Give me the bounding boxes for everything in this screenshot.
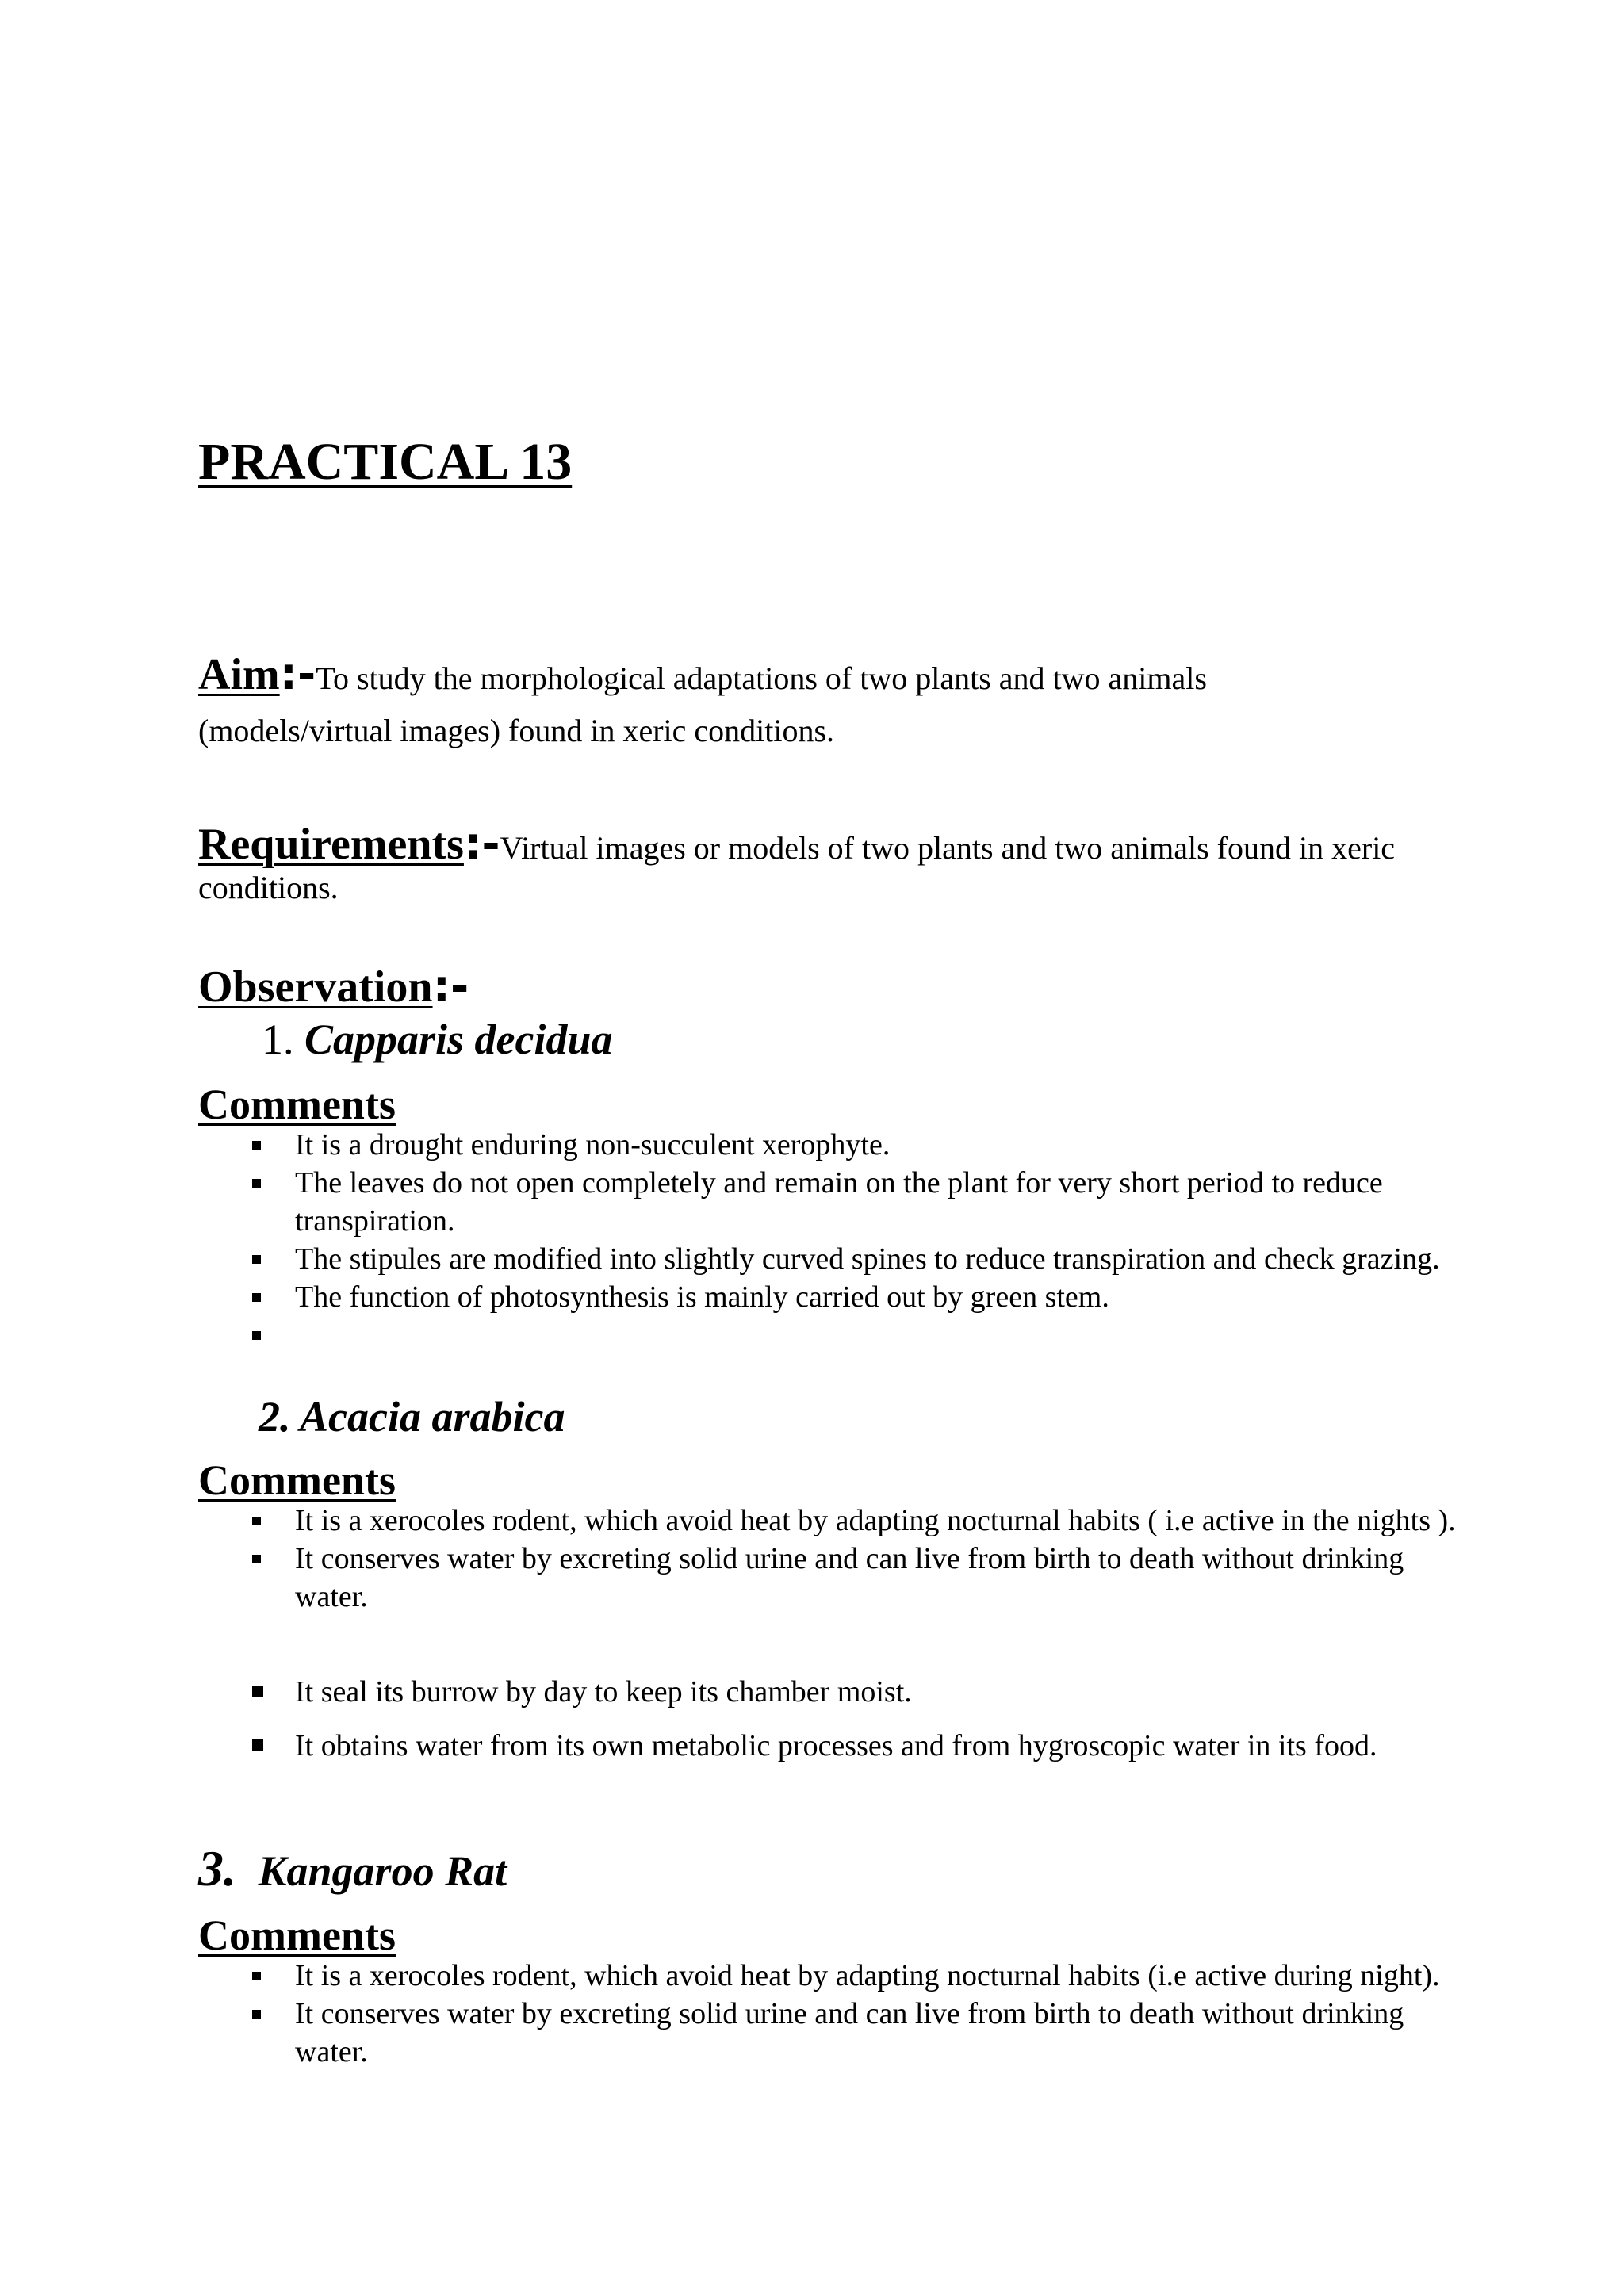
bullet-marker [252,1517,261,1525]
page-title: PRACTICAL 13 [198,433,573,491]
bullet-text: It conserves water by excreting solid urine and can live from birth to death without drinking water. [295,1542,1404,1613]
bullet-marker [252,1141,261,1150]
observation-colon: :- [432,961,469,1012]
aim-text-line1: To study the morphological adaptations of two plants and two animals [316,660,1207,696]
list-item [0,1278,1624,1316]
requirements-heading [198,818,1395,870]
requirements-colon: :- [463,818,500,870]
requirements-label: Requirements [198,820,464,869]
species-name: Acacia arabica [300,1393,565,1441]
requirements-text-line1: Virtual images or models of two plants and two animals found in xeric [500,830,1396,866]
bullet-text: It is a xerocoles rodent, which avoid heat by adapting nocturnal habits (i.e active during night). [295,1959,1440,1992]
comments-heading-3: Comments [198,1911,396,1959]
list-item [0,1719,1624,1773]
bullet-marker [252,1739,263,1751]
aim-heading [198,649,1207,700]
comments-heading-2: Comments [198,1456,396,1504]
bullet-list-2b [0,1665,1624,1773]
bullet-marker [252,1972,261,1980]
bullet-marker [252,1686,263,1697]
list-item [0,1126,1624,1164]
bullet-text: It is a drought enduring non-succulent xerophyte. [295,1128,891,1161]
aim-text-line2: (models/virtual images) found in xeric conditions. [198,713,835,748]
bullet-text: The leaves do not open completely and remain on the plant for very short period to reduce transpiration. [295,1166,1383,1238]
list-item [0,1957,1624,1995]
species-name: Capparis decidua [304,1016,613,1063]
list-item [0,1164,1624,1240]
bullet-list-1 [0,1126,1624,1354]
bullet-list-3 [0,1957,1624,2071]
list-item [0,1540,1624,1616]
bullet-text: The stipules are modified into slightly curved spines to reduce transpiration and check grazing. [295,1242,1440,1276]
species-heading-1 [262,1015,613,1064]
species-name: Kangaroo Rat [258,1847,508,1895]
bullet-text: It seal its burrow by day to keep its chamber moist. [295,1675,912,1709]
bullet-text: It obtains water from its own metabolic processes and from hygroscopic water in its food. [295,1729,1377,1762]
bullet-text: The function of photosynthesis is mainly carried out by green stem. [295,1280,1109,1314]
observation-heading [198,961,469,1012]
observation-label: Observation [198,962,433,1012]
species-number: 1. [262,1016,294,1063]
list-item [0,1502,1624,1540]
aim-colon: :- [279,649,316,700]
species-number: 2. [259,1393,291,1441]
aim-label: Aim [198,650,280,699]
bullet-marker [252,1555,261,1563]
list-item [0,1995,1624,2071]
list-item [0,1316,1624,1354]
bullet-list-2 [0,1502,1624,1616]
bullet-marker [252,2010,261,2019]
bullet-marker [252,1331,261,1340]
bullet-marker [252,1255,261,1264]
bullet-text: It conserves water by excreting solid urine and can live from birth to death without drinking water. [295,1997,1404,2068]
list-item [0,1240,1624,1278]
bullet-text: It is a xerocoles rodent, which avoid heat by adapting nocturnal habits ( i.e active in the nights ). [295,1504,1456,1537]
comments-heading-1: Comments [198,1081,396,1128]
requirements-text-line2: conditions. [198,870,339,905]
bullet-marker [252,1293,261,1302]
species-number: 3. [198,1840,236,1896]
species-heading-2 [259,1392,565,1441]
species-heading-3 [198,1839,507,1898]
list-item [0,1665,1624,1719]
bullet-marker [252,1179,261,1188]
